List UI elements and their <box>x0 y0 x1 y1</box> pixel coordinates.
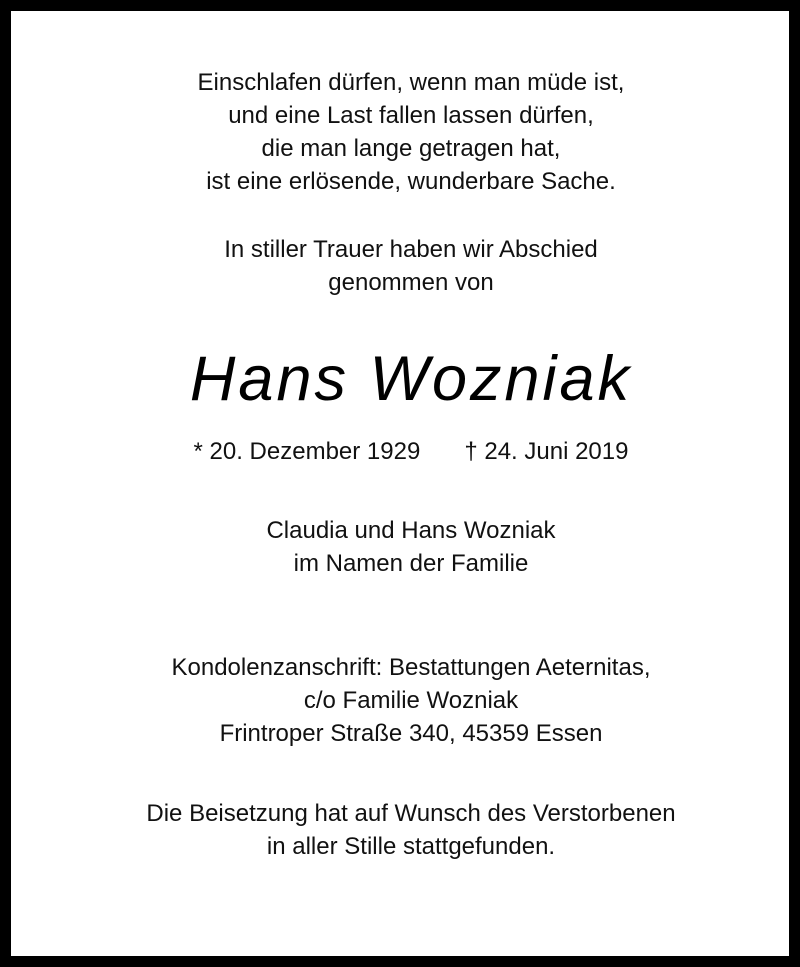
poem-line: die man lange getragen hat, <box>261 135 561 162</box>
poem <box>11 66 800 198</box>
burial-line: Die Beisetzung hat auf Wunsch des Verstorbenen <box>146 800 676 827</box>
poem-line: und eine Last fallen lassen dürfen, <box>228 102 594 129</box>
condolence-address <box>11 651 800 750</box>
poem-line: ist eine erlösende, wunderbare Sache. <box>206 168 616 195</box>
address-line: Frintroper Straße 340, 45359 Essen <box>219 720 603 747</box>
family-line: Claudia und Hans Wozniak <box>266 517 556 544</box>
burial-note <box>11 797 800 863</box>
poem-line: Einschlafen dürfen, wenn man müde ist, <box>197 69 625 96</box>
burial-line: in aller Stille stattgefunden. <box>266 833 556 860</box>
address-line: Kondolenzanschrift: Bestattungen Aeternitas, <box>171 654 651 681</box>
deceased-name: Hans Wozniak <box>189 344 633 414</box>
life-dates <box>11 435 800 468</box>
mourning-intro <box>11 233 800 299</box>
address-line: c/o Familie Wozniak <box>303 687 519 714</box>
mourning-intro-line: In stiller Trauer haben wir Abschied <box>224 236 598 263</box>
birth-date: * 20. Dezember 1929 <box>193 438 421 465</box>
family-signature <box>11 514 800 580</box>
mourning-intro-line: genommen von <box>328 269 494 296</box>
death-date: † 24. Juni 2019 <box>464 438 629 465</box>
family-line: im Namen der Familie <box>293 550 529 577</box>
